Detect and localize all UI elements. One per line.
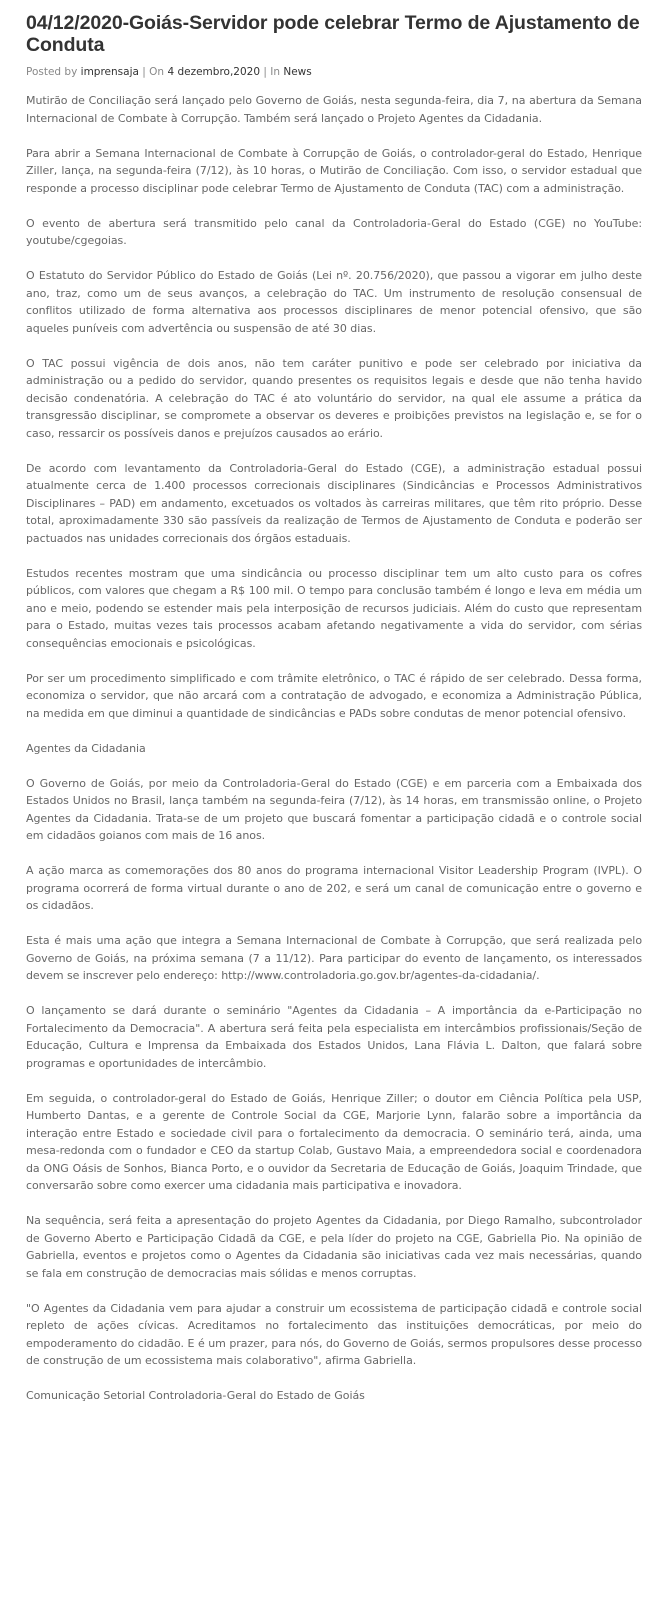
meta-separator: |: [142, 66, 146, 78]
paragraph: Por ser um procedimento simplificado e com trâmite eletrônico, o TAC é rápido de ser celebrado. Dessa forma, economiza o servidor, que não arcará com a contratação de advogado, e economiza a Administração Pública, na medida em que diminui a quantidade de sindicâncias e PADs sobre condutas de menor potencial ofensivo.: [26, 671, 642, 720]
paragraph: Esta é mais uma ação que integra a Semana Internacional de Combate à Corrupção, que será realizada pelo Governo de Goiás, na próxima semana (7 a 11/12). Para participar do evento de lançamento, os interessados devem se inscrever pelo endereço: http://www.controladoria.go.gov.br/agentes-da-cidadania/.: [26, 934, 642, 982]
category-link[interactable]: News: [283, 66, 312, 78]
article-title: 04/12/2020-Goiás-Servidor pode celebrar Termo de Ajustamento de Conduta: [26, 12, 640, 56]
paragraph: Estudos recentes mostram que uma sindicância ou processo disciplinar tem um alto custo para os cofres públicos, com valores que chegam a R$ 100 mil. O tempo para conclusão também é longo e leva em média um ano e meio, podendo se estender mais pela interposição de recursos judiciais. Além do custo que representam para o Estado, muitas vezes tais processos acabam afetando negativamente a vida do servidor, com sérias consequências emocionais e psicológicas.: [26, 566, 642, 650]
article-meta: [26, 65, 642, 79]
paragraph: Em seguida, o controlador-geral do Estado de Goiás, Henrique Ziller; o doutor em Ciência Política pela USP, Humberto Dantas, e a gerente de Controle Social da CGE, Marjorie Lynn, falarão sobre a importância da interação entre Estado e sociedade civil para o fortalecimento da democracia. O seminário terá, ainda, uma mesa-redonda com o fundador e CEO da startup Colab, Gustavo Maia, a empreendedora social e coordenadora da ONG Oásis de Sonhos, Bianca Porto, e o ouvidor da Secretaria de Educação de Goiás, Joaquim Trindade, que conversarão sobre como exercer uma cidadania mais participativa e inovadora.: [26, 1091, 642, 1192]
source-credit: Comunicação Setorial Controladoria-Geral do Estado de Goiás: [26, 1389, 365, 1402]
section-heading: Agentes da Cidadania: [26, 741, 146, 755]
paragraph: A ação marca as comemorações dos 80 anos do programa internacional Visitor Leadership Program (IVPL). O programa ocorrerá de forma virtual durante o ano de 202, e será um canal de comunicação entre o governo e os cidadãos.: [26, 864, 642, 912]
article-body: [26, 92, 642, 1405]
paragraph: O Governo de Goiás, por meio da Controladoria-Geral do Estado (CGE) e em parceria com a Embaixada dos Estados Unidos no Brasil, lança também na segunda-feira (7/12), às 14 horas, em transmissão online, o Projeto Agentes da Cidadania. Trata-se de um projeto que buscará fomentar a participação cidadã e o controle social em cidadãos goianos com mais de 16 anos.: [26, 776, 642, 842]
paragraph: O evento de abertura será transmitido pelo canal da Controladoria-Geral do Estado (CGE) no YouTube: youtube/cgegoias.: [26, 216, 642, 247]
author-link[interactable]: imprensaja: [80, 66, 139, 78]
paragraph: Na sequência, será feita a apresentação do projeto Agentes da Cidadania, por Diego Ramalho, subcontrolador de Governo Aberto e Participação Cidadã da CGE, e pela líder do projeto na CGE, Gabriella Pio. Na opinião de Gabriella, eventos e projetos como o Agentes da Cidadania são iniciativas cada vez mais necessárias, quando se fala em construção de democracias mais sólidas e menos corruptas.: [26, 1214, 642, 1280]
in-label: In: [270, 66, 281, 78]
posted-by-label: Posted by: [26, 66, 78, 78]
paragraph: Para abrir a Semana Internacional de Combate à Corrupção de Goiás, o controlador-geral do Estado, Henrique Ziller, lança, na segunda-feira (7/12), às 10 horas, o Mutirão de Conciliação. Com isso, o servidor estadual que responde a processo disciplinar pode celebrar Termo de Ajustamento de Conduta (TAC) com a administração.: [26, 146, 642, 195]
on-label: On: [149, 66, 165, 78]
paragraph: O TAC possui vigência de dois anos, não tem caráter punitivo e pode ser celebrado por iniciativa da administração ou a pedido do servidor, quando presentes os requisitos legais e desde que não tenha havido decisão condenatória. A celebração do TAC é ato voluntário do servidor, na qual ele assume a prática da transgressão disciplinar, se compromete a observar os deveres e proibições previstos na legislação e, se for o caso, ressarcir os possíveis danos e prejuízos causados ao erário.: [26, 356, 642, 440]
meta-separator: |: [263, 66, 267, 78]
quote-paragraph: "O Agentes da Cidadania vem para ajudar a construir um ecossistema de participação cidadã e controle social repleto de ações cívicas. Acreditamos no fortalecimento das instituições democráticas, por meio do empoderamento do cidadão. E é um prazer, para nós, do Governo de Goiás, sermos propulsores desse processo de construção de um ecossistema mais colaborativo", afirma Gabriella.: [26, 1301, 642, 1367]
paragraph: Mutirão de Conciliação será lançado pelo Governo de Goiás, nesta segunda-feira, dia 7, na abertura da Semana Internacional de Combate à Corrupção. Também será lançado o Projeto Agentes da Cidadania.: [26, 94, 642, 125]
paragraph: De acordo com levantamento da Controladoria-Geral do Estado (CGE), a administração estadual possui atualmente cerca de 1.400 processos correcionais disciplinares (Sindicâncias e Processos Administrativos Disciplinares – PAD) em andamento, excetuados os voltados às carreiras militares, que têm rito próprio. Desse total, aproximadamente 330 são passíveis da realização de Termos de Ajustamento de Conduta e poderão ser pactuados nas unidades correcionais dos órgãos estaduais.: [26, 461, 642, 545]
date-link[interactable]: 4 dezembro,2020: [167, 66, 261, 78]
paragraph: O Estatuto do Servidor Público do Estado de Goiás (Lei nº. 20.756/2020), que passou a vigorar em julho deste ano, traz, como um de seus avanços, a celebração do TAC. Um instrumento de resolução consensual de conflitos utilizado de forma alternativa aos processos disciplinares de menor potencial ofensivo, que são aqueles puníveis com advertência ou suspensão de até 30 dias.: [26, 269, 642, 335]
paragraph: O lançamento se dará durante o seminário "Agentes da Cidadania – A importância da e-Participação no Fortalecimento da Democracia". A abertura será feita pela especialista em intercâmbios profissionais/Seção de Educação, Cultura e Imprensa da Embaixada dos Estados Unidos, Lana Flávia L. Dalton, que falará sobre programas e oportunidades de intercâmbio.: [26, 1004, 642, 1070]
